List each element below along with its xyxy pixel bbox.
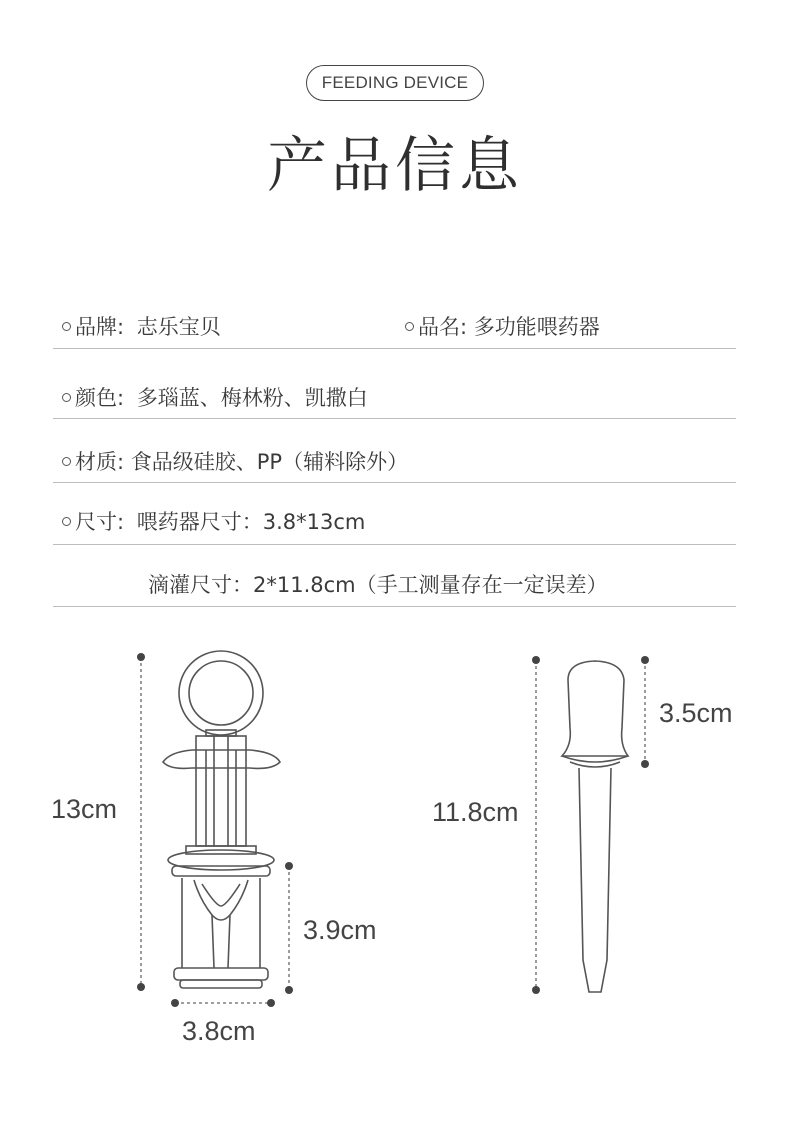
badge-text: FEEDING DEVICE [321,73,469,92]
dropper-bulb-label: 3.5cm [659,698,733,728]
dropper-size-spec: 滴灌尺寸：2*11.8cm（手工测量存在一定误差） [148,573,608,597]
brand-label: 品牌: [75,315,125,339]
material-value: 食品级硅胶、PP（辅料除外） [130,450,409,474]
color-value: 多瑙蓝、梅林粉、凯撒白 [136,386,368,410]
size-label: 尺寸: [75,510,125,534]
feeder-height-label: 13cm [51,794,118,824]
dropper-height-label: 11.8cm [432,797,519,827]
feeder-syringe-icon [163,651,280,988]
dropper-icon [562,661,628,992]
color-label: 颜色: [75,386,125,410]
page-title: 产品信息 [267,131,523,201]
brand-value: 志乐宝贝 [136,315,221,339]
material-label: 材质: [75,450,125,474]
size-value: 喂药器尺寸：3.8*13cm [136,510,366,534]
feeder-base-height-label: 3.9cm [303,915,377,945]
product-name-value: 多功能喂药器 [473,315,600,339]
product-name-label: 品名: [418,315,468,339]
feeder-width-label: 3.8cm [182,1016,256,1046]
